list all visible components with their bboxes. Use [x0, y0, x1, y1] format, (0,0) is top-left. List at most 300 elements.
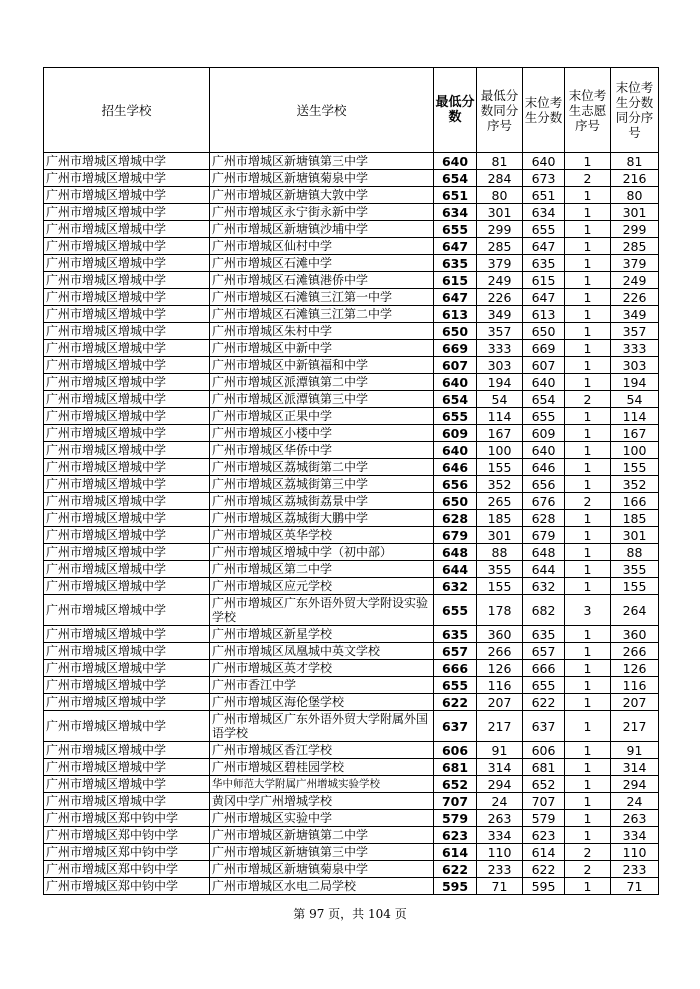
recruit-school-cell: 广州市增城区增城中学	[44, 374, 210, 391]
recruit-school-cell: 广州市增城区增城中学	[44, 493, 210, 510]
table-row	[44, 408, 659, 425]
send-school-cell: 广州市增城区荔城街荔景中学	[210, 493, 434, 510]
recruit-school-cell: 广州市增城区增城中学	[44, 340, 210, 357]
last-wish-cell: 1	[565, 374, 611, 391]
min-same-rank-cell: 24	[477, 793, 523, 810]
table-row	[44, 510, 659, 527]
last-wish-cell: 1	[565, 711, 611, 742]
min-score-cell: 644	[434, 561, 477, 578]
min-same-rank-cell: 266	[477, 643, 523, 660]
send-school-cell: 广州市增城区香江学校	[210, 742, 434, 759]
min-score-cell: 634	[434, 204, 477, 221]
min-same-rank-cell: 178	[477, 595, 523, 626]
recruit-school-cell: 广州市增城区增城中学	[44, 643, 210, 660]
last-wish-cell: 1	[565, 459, 611, 476]
min-score-cell: 681	[434, 759, 477, 776]
min-same-rank-cell: 303	[477, 357, 523, 374]
table-row	[44, 221, 659, 238]
table-row	[44, 561, 659, 578]
last-wish-cell: 1	[565, 544, 611, 561]
last-score-cell: 648	[523, 544, 565, 561]
send-school-cell: 广州市增城区荔城街第三中学	[210, 476, 434, 493]
min-score-cell: 615	[434, 272, 477, 289]
last-same-rank-cell: 266	[611, 643, 659, 660]
min-score-cell: 656	[434, 476, 477, 493]
last-same-rank-cell: 357	[611, 323, 659, 340]
recruit-school-cell: 广州市增城区郑中钧中学	[44, 844, 210, 861]
last-wish-cell: 1	[565, 561, 611, 578]
min-score-cell: 654	[434, 391, 477, 408]
last-same-rank-cell: 334	[611, 827, 659, 844]
last-score-cell: 655	[523, 221, 565, 238]
recruit-school-cell: 广州市增城区增城中学	[44, 694, 210, 711]
min-same-rank-cell: 301	[477, 527, 523, 544]
last-same-rank-cell: 360	[611, 626, 659, 643]
last-same-rank-cell: 303	[611, 357, 659, 374]
last-wish-cell: 1	[565, 340, 611, 357]
min-score-cell: 579	[434, 810, 477, 827]
last-same-rank-cell: 333	[611, 340, 659, 357]
send-school-cell: 广州市增城区实验中学	[210, 810, 434, 827]
table-row	[44, 660, 659, 677]
table-row	[44, 694, 659, 711]
last-score-cell: 637	[523, 711, 565, 742]
min-same-rank-cell: 167	[477, 425, 523, 442]
recruit-school-cell: 广州市增城区增城中学	[44, 759, 210, 776]
admission-table-wrapper	[43, 67, 658, 895]
table-row	[44, 643, 659, 660]
last-wish-cell: 1	[565, 153, 611, 170]
recruit-school-cell: 广州市增城区郑中钧中学	[44, 810, 210, 827]
last-same-rank-cell: 294	[611, 776, 659, 793]
last-wish-cell: 2	[565, 170, 611, 187]
recruit-school-cell: 广州市增城区增城中学	[44, 776, 210, 793]
recruit-school-cell: 广州市增城区增城中学	[44, 660, 210, 677]
min-same-rank-cell: 285	[477, 238, 523, 255]
header-last-same-rank: 末位考生分数同分序号	[611, 68, 659, 153]
last-wish-cell: 1	[565, 776, 611, 793]
last-wish-cell: 2	[565, 844, 611, 861]
last-score-cell: 707	[523, 793, 565, 810]
send-school-cell: 广州市增城区新星学校	[210, 626, 434, 643]
last-same-rank-cell: 100	[611, 442, 659, 459]
min-score-cell: 647	[434, 289, 477, 306]
min-same-rank-cell: 217	[477, 711, 523, 742]
send-school-cell: 广州市增城区石滩镇三江第一中学	[210, 289, 434, 306]
last-same-rank-cell: 233	[611, 861, 659, 878]
last-score-cell: 622	[523, 861, 565, 878]
last-same-rank-cell: 264	[611, 595, 659, 626]
last-score-cell: 681	[523, 759, 565, 776]
min-score-cell: 635	[434, 626, 477, 643]
recruit-school-cell: 广州市增城区增城中学	[44, 510, 210, 527]
recruit-school-cell: 广州市增城区增城中学	[44, 323, 210, 340]
last-score-cell: 579	[523, 810, 565, 827]
min-score-cell: 640	[434, 374, 477, 391]
send-school-cell: 广州市增城区海伦堡学校	[210, 694, 434, 711]
min-same-rank-cell: 100	[477, 442, 523, 459]
send-school-cell: 广州市增城区凤凰城中英文学校	[210, 643, 434, 660]
table-row	[44, 187, 659, 204]
last-same-rank-cell: 285	[611, 238, 659, 255]
last-same-rank-cell: 110	[611, 844, 659, 861]
last-score-cell: 632	[523, 578, 565, 595]
table-row	[44, 711, 659, 742]
last-wish-cell: 1	[565, 272, 611, 289]
table-row	[44, 425, 659, 442]
recruit-school-cell: 广州市增城区增城中学	[44, 626, 210, 643]
last-same-rank-cell: 263	[611, 810, 659, 827]
last-score-cell: 679	[523, 527, 565, 544]
min-same-rank-cell: 352	[477, 476, 523, 493]
last-score-cell: 650	[523, 323, 565, 340]
min-score-cell: 640	[434, 153, 477, 170]
last-score-cell: 669	[523, 340, 565, 357]
table-row	[44, 626, 659, 643]
table-row	[44, 357, 659, 374]
min-score-cell: 707	[434, 793, 477, 810]
send-school-cell: 广州市增城区新塘镇第三中学	[210, 844, 434, 861]
page-footer: 第 97 页，共 104 页	[293, 907, 407, 921]
table-row	[44, 170, 659, 187]
recruit-school-cell: 广州市增城区增城中学	[44, 391, 210, 408]
table-row	[44, 759, 659, 776]
send-school-cell: 广州市增城区派潭镇第二中学	[210, 374, 434, 391]
last-same-rank-cell: 126	[611, 660, 659, 677]
last-score-cell: 647	[523, 238, 565, 255]
recruit-school-cell: 广州市增城区增城中学	[44, 527, 210, 544]
recruit-school-cell: 广州市增城区增城中学	[44, 153, 210, 170]
last-score-cell: 615	[523, 272, 565, 289]
min-same-rank-cell: 333	[477, 340, 523, 357]
min-same-rank-cell: 155	[477, 578, 523, 595]
send-school-cell: 广州市增城区小楼中学	[210, 425, 434, 442]
recruit-school-cell: 广州市增城区增城中学	[44, 204, 210, 221]
table-row	[44, 742, 659, 759]
send-school-cell: 广州市增城区朱村中学	[210, 323, 434, 340]
send-school-cell: 广州市增城区正果中学	[210, 408, 434, 425]
min-score-cell: 622	[434, 694, 477, 711]
send-school-cell: 广州市增城区增城中学（初中部）	[210, 544, 434, 561]
min-score-cell: 654	[434, 170, 477, 187]
min-score-cell: 635	[434, 255, 477, 272]
send-school-cell: 广州市增城区碧桂园学校	[210, 759, 434, 776]
last-wish-cell: 1	[565, 527, 611, 544]
table-row	[44, 861, 659, 878]
recruit-school-cell: 广州市增城区增城中学	[44, 170, 210, 187]
table-row	[44, 493, 659, 510]
last-score-cell: 676	[523, 493, 565, 510]
table-row	[44, 272, 659, 289]
table-header-row	[44, 68, 659, 153]
send-school-cell: 广州市增城区新塘镇第三中学	[210, 153, 434, 170]
send-school-cell: 广州市香江中学	[210, 677, 434, 694]
last-score-cell: 613	[523, 306, 565, 323]
last-same-rank-cell: 81	[611, 153, 659, 170]
send-school-cell: 广州市增城区应元学校	[210, 578, 434, 595]
min-score-cell: 609	[434, 425, 477, 442]
min-score-cell: 666	[434, 660, 477, 677]
min-same-rank-cell: 126	[477, 660, 523, 677]
send-school-cell: 广州市增城区永宁街永新中学	[210, 204, 434, 221]
last-wish-cell: 1	[565, 408, 611, 425]
min-same-rank-cell: 116	[477, 677, 523, 694]
min-score-cell: 650	[434, 323, 477, 340]
min-same-rank-cell: 80	[477, 187, 523, 204]
last-same-rank-cell: 349	[611, 306, 659, 323]
last-same-rank-cell: 301	[611, 204, 659, 221]
last-same-rank-cell: 355	[611, 561, 659, 578]
recruit-school-cell: 广州市增城区增城中学	[44, 238, 210, 255]
min-same-rank-cell: 194	[477, 374, 523, 391]
header-last-wish: 末位考生志愿序号	[565, 68, 611, 153]
table-row	[44, 289, 659, 306]
last-score-cell: 607	[523, 357, 565, 374]
send-school-cell: 广州市增城区英华学校	[210, 527, 434, 544]
send-school-cell: 广州市增城区新塘镇第二中学	[210, 827, 434, 844]
last-wish-cell: 1	[565, 742, 611, 759]
recruit-school-cell: 广州市增城区增城中学	[44, 221, 210, 238]
table-row	[44, 793, 659, 810]
recruit-school-cell: 广州市增城区增城中学	[44, 793, 210, 810]
min-same-rank-cell: 81	[477, 153, 523, 170]
min-same-rank-cell: 155	[477, 459, 523, 476]
table-row	[44, 544, 659, 561]
last-wish-cell: 1	[565, 204, 611, 221]
last-score-cell: 646	[523, 459, 565, 476]
table-row	[44, 442, 659, 459]
min-same-rank-cell: 185	[477, 510, 523, 527]
last-wish-cell: 1	[565, 793, 611, 810]
table-row	[44, 844, 659, 861]
last-score-cell: 635	[523, 255, 565, 272]
last-score-cell: 623	[523, 827, 565, 844]
min-same-rank-cell: 357	[477, 323, 523, 340]
last-wish-cell: 1	[565, 694, 611, 711]
send-school-cell: 广州市增城区石滩镇港侨中学	[210, 272, 434, 289]
last-score-cell: 655	[523, 408, 565, 425]
min-score-cell: 650	[434, 493, 477, 510]
min-same-rank-cell: 301	[477, 204, 523, 221]
recruit-school-cell: 广州市增城区郑中钧中学	[44, 878, 210, 895]
last-wish-cell: 1	[565, 323, 611, 340]
min-score-cell: 595	[434, 878, 477, 895]
last-score-cell: 666	[523, 660, 565, 677]
min-same-rank-cell: 226	[477, 289, 523, 306]
min-same-rank-cell: 91	[477, 742, 523, 759]
recruit-school-cell: 广州市增城区郑中钧中学	[44, 861, 210, 878]
recruit-school-cell: 广州市增城区增城中学	[44, 425, 210, 442]
last-wish-cell: 2	[565, 493, 611, 510]
recruit-school-cell: 广州市增城区增城中学	[44, 289, 210, 306]
last-same-rank-cell: 314	[611, 759, 659, 776]
min-score-cell: 637	[434, 711, 477, 742]
last-same-rank-cell: 301	[611, 527, 659, 544]
last-score-cell: 595	[523, 878, 565, 895]
min-same-rank-cell: 294	[477, 776, 523, 793]
min-score-cell: 628	[434, 510, 477, 527]
table-row	[44, 677, 659, 694]
table-row	[44, 827, 659, 844]
header-last-score: 末位考生分数	[523, 68, 565, 153]
min-score-cell: 640	[434, 442, 477, 459]
last-same-rank-cell: 207	[611, 694, 659, 711]
last-wish-cell: 2	[565, 861, 611, 878]
send-school-cell: 广州市增城区荔城街第二中学	[210, 459, 434, 476]
last-same-rank-cell: 216	[611, 170, 659, 187]
last-wish-cell: 1	[565, 255, 611, 272]
last-score-cell: 652	[523, 776, 565, 793]
send-school-cell: 广州市增城区英才学校	[210, 660, 434, 677]
last-score-cell: 628	[523, 510, 565, 527]
min-score-cell: 607	[434, 357, 477, 374]
recruit-school-cell: 广州市增城区增城中学	[44, 255, 210, 272]
last-wish-cell: 1	[565, 626, 611, 643]
table-row	[44, 374, 659, 391]
table-body	[44, 153, 659, 895]
last-score-cell: 640	[523, 374, 565, 391]
min-score-cell: 613	[434, 306, 477, 323]
send-school-cell: 广州市增城区新塘镇沙埔中学	[210, 221, 434, 238]
last-wish-cell: 1	[565, 759, 611, 776]
min-same-rank-cell: 334	[477, 827, 523, 844]
last-wish-cell: 1	[565, 660, 611, 677]
send-school-cell: 广州市增城区石滩中学	[210, 255, 434, 272]
last-score-cell: 644	[523, 561, 565, 578]
last-wish-cell: 1	[565, 221, 611, 238]
min-score-cell: 655	[434, 221, 477, 238]
last-same-rank-cell: 352	[611, 476, 659, 493]
header-min-same-rank: 最低分数同分序号	[477, 68, 523, 153]
min-score-cell: 657	[434, 643, 477, 660]
last-score-cell: 657	[523, 643, 565, 660]
last-wish-cell: 1	[565, 442, 611, 459]
min-same-rank-cell: 114	[477, 408, 523, 425]
last-score-cell: 651	[523, 187, 565, 204]
min-score-cell: 669	[434, 340, 477, 357]
min-same-rank-cell: 207	[477, 694, 523, 711]
table-row	[44, 153, 659, 170]
min-score-cell: 622	[434, 861, 477, 878]
send-school-cell: 黄冈中学广州增城学校	[210, 793, 434, 810]
last-wish-cell: 1	[565, 677, 611, 694]
send-school-cell: 广州市增城区仙村中学	[210, 238, 434, 255]
last-wish-cell: 1	[565, 510, 611, 527]
send-school-cell: 广州市增城区华侨中学	[210, 442, 434, 459]
last-same-rank-cell: 166	[611, 493, 659, 510]
last-score-cell: 635	[523, 626, 565, 643]
min-score-cell: 606	[434, 742, 477, 759]
last-wish-cell: 1	[565, 238, 611, 255]
min-score-cell: 632	[434, 578, 477, 595]
last-same-rank-cell: 379	[611, 255, 659, 272]
last-same-rank-cell: 194	[611, 374, 659, 391]
last-same-rank-cell: 155	[611, 459, 659, 476]
last-score-cell: 654	[523, 391, 565, 408]
recruit-school-cell: 广州市增城区增城中学	[44, 711, 210, 742]
recruit-school-cell: 广州市增城区增城中学	[44, 742, 210, 759]
recruit-school-cell: 广州市增城区增城中学	[44, 442, 210, 459]
last-wish-cell: 1	[565, 357, 611, 374]
send-school-cell: 广州市增城区新塘镇大敦中学	[210, 187, 434, 204]
last-wish-cell: 1	[565, 578, 611, 595]
send-school-cell: 广州市增城区中新中学	[210, 340, 434, 357]
send-school-cell: 广州市增城区广东外语外贸大学附设实验学校	[210, 595, 434, 626]
recruit-school-cell: 广州市增城区增城中学	[44, 476, 210, 493]
last-wish-cell: 2	[565, 391, 611, 408]
min-score-cell: 655	[434, 677, 477, 694]
min-score-cell: 655	[434, 595, 477, 626]
min-score-cell: 651	[434, 187, 477, 204]
last-same-rank-cell: 91	[611, 742, 659, 759]
last-score-cell: 673	[523, 170, 565, 187]
table-row	[44, 810, 659, 827]
recruit-school-cell: 广州市增城区增城中学	[44, 272, 210, 289]
table-row	[44, 323, 659, 340]
recruit-school-cell: 广州市增城区增城中学	[44, 187, 210, 204]
min-same-rank-cell: 54	[477, 391, 523, 408]
last-same-rank-cell: 80	[611, 187, 659, 204]
table-row	[44, 255, 659, 272]
send-school-cell: 广州市增城区派潭镇第三中学	[210, 391, 434, 408]
last-same-rank-cell: 249	[611, 272, 659, 289]
min-same-rank-cell: 249	[477, 272, 523, 289]
last-score-cell: 609	[523, 425, 565, 442]
recruit-school-cell: 广州市增城区增城中学	[44, 459, 210, 476]
header-send-school: 送生学校	[210, 68, 434, 153]
table-row	[44, 578, 659, 595]
table-row	[44, 306, 659, 323]
table-row	[44, 340, 659, 357]
last-wish-cell: 1	[565, 289, 611, 306]
last-score-cell: 634	[523, 204, 565, 221]
min-score-cell: 652	[434, 776, 477, 793]
recruit-school-cell: 广州市增城区增城中学	[44, 561, 210, 578]
last-score-cell: 682	[523, 595, 565, 626]
min-score-cell: 647	[434, 238, 477, 255]
table-row	[44, 878, 659, 895]
last-same-rank-cell: 185	[611, 510, 659, 527]
min-score-cell: 679	[434, 527, 477, 544]
last-score-cell: 655	[523, 677, 565, 694]
min-same-rank-cell: 88	[477, 544, 523, 561]
last-wish-cell: 1	[565, 643, 611, 660]
last-score-cell: 622	[523, 694, 565, 711]
last-wish-cell: 1	[565, 306, 611, 323]
table-row	[44, 238, 659, 255]
send-school-cell: 广州市增城区第二中学	[210, 561, 434, 578]
recruit-school-cell: 广州市增城区增城中学	[44, 595, 210, 626]
header-recruit-school: 招生学校	[44, 68, 210, 153]
last-score-cell: 656	[523, 476, 565, 493]
last-wish-cell: 1	[565, 810, 611, 827]
last-wish-cell: 1	[565, 187, 611, 204]
min-same-rank-cell: 284	[477, 170, 523, 187]
recruit-school-cell: 广州市增城区郑中钧中学	[44, 827, 210, 844]
min-same-rank-cell: 379	[477, 255, 523, 272]
last-score-cell: 640	[523, 153, 565, 170]
last-same-rank-cell: 226	[611, 289, 659, 306]
min-score-cell: 648	[434, 544, 477, 561]
min-same-rank-cell: 233	[477, 861, 523, 878]
send-school-cell: 广州市增城区新塘镇菊泉中学	[210, 861, 434, 878]
send-school-cell: 广州市增城区新塘镇菊泉中学	[210, 170, 434, 187]
table-row	[44, 459, 659, 476]
table-row	[44, 204, 659, 221]
last-wish-cell: 1	[565, 476, 611, 493]
min-same-rank-cell: 265	[477, 493, 523, 510]
min-same-rank-cell: 314	[477, 759, 523, 776]
